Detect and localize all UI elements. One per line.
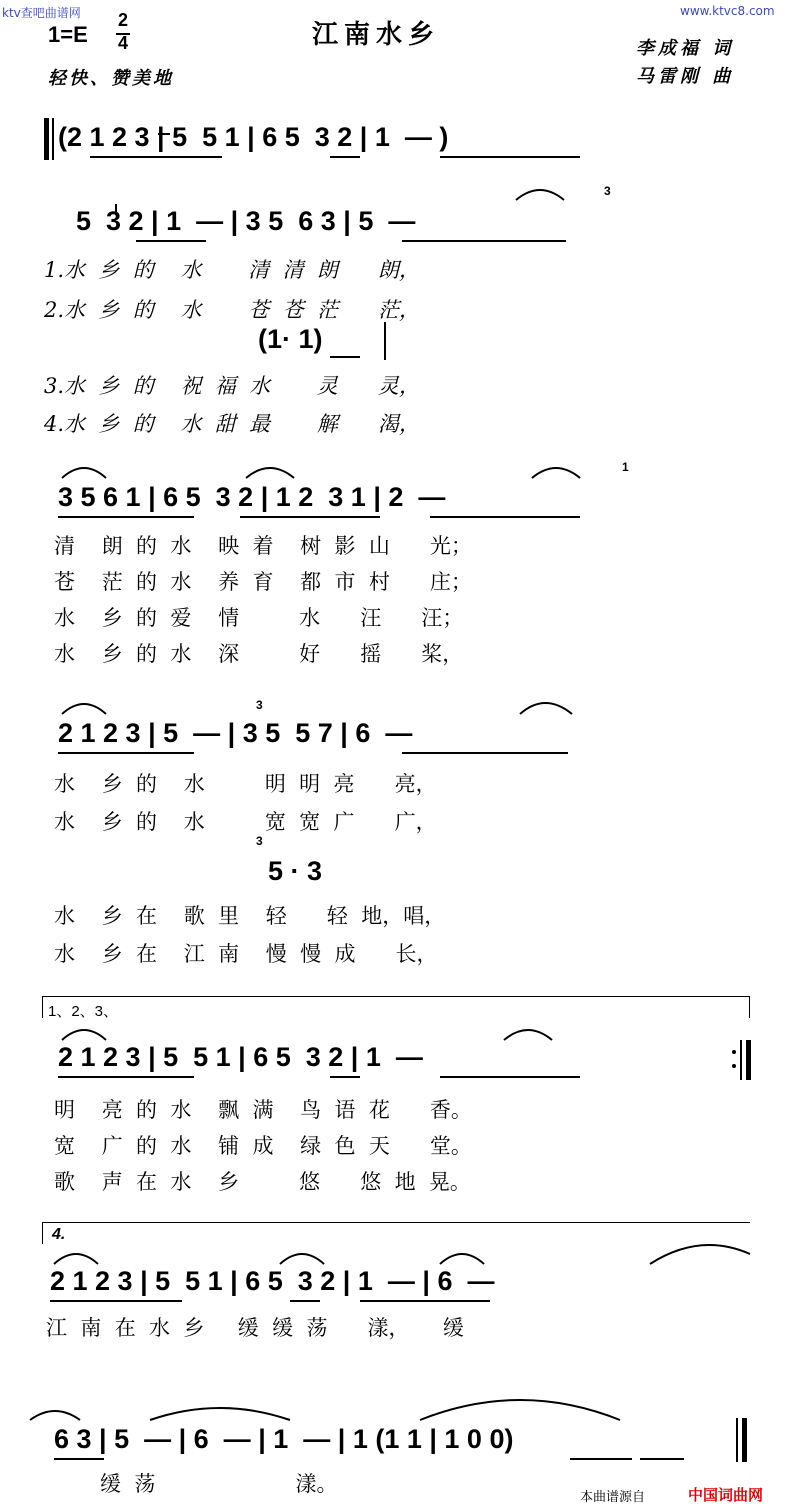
lyric-verse-1a: 1.水 乡 的 水 清 清 朗 朗， bbox=[44, 258, 420, 282]
notation-line-2: 5 3 2 | 1 — | 3 5 6 3 | 5 — bbox=[76, 206, 416, 236]
lyric-coda-1: 江 南 在 水 乡 缓 缓 荡 漾， 缓 bbox=[46, 1316, 464, 1340]
song-title: 江南水乡 bbox=[312, 20, 441, 50]
watermark-bottom-right: 中国词曲网 bbox=[688, 1486, 764, 1504]
lyric-verse-2a: 2.水 乡 的 水 苍 苍 茫 茫， bbox=[44, 298, 420, 322]
time-signature-bottom: 4 bbox=[118, 33, 129, 53]
grace-note-4: 3 bbox=[256, 834, 263, 848]
notation-line-5: 2 1 2 3 | 5 5 1 | 6 5 3 2 | 1 — bbox=[58, 1042, 423, 1072]
lyric-verse-3c: 水 乡 在 歌 里 轻 轻 地，唱， bbox=[54, 904, 446, 928]
watermark-bottom-left: 本曲谱源自 bbox=[580, 1490, 646, 1505]
lyric-verse-3b: 水 乡 的 爱 情 水 汪 汪； bbox=[54, 606, 464, 630]
lyric-verse-1b: 清 朗 的 水 映 着 树 影 山 光； bbox=[54, 534, 472, 558]
time-signature-top: 2 bbox=[118, 10, 129, 30]
alt-notation-paren: (1· 1) bbox=[258, 324, 323, 354]
watermark-top-right: www.ktvc8.com bbox=[680, 4, 775, 18]
lyric-coda-2: 缓 荡 漾。 bbox=[100, 1472, 338, 1496]
notation-line-1: (2 1 2 3 | 5 5 1 | 6 5 3 2 | 1 — ) bbox=[58, 122, 449, 152]
lyric-verse-2b: 苍 茫 的 水 养 育 都 市 村 庄； bbox=[54, 570, 472, 594]
lyric-verse-1c: 水 乡 的 水 明 明 亮 亮， bbox=[54, 772, 437, 796]
lyric-verse-4c: 水 乡 在 江 南 慢 慢 成 长， bbox=[54, 942, 438, 966]
lyric-verse-3a: 3.水 乡 的 祝 福 水 灵 灵， bbox=[44, 374, 420, 398]
lyric-refrain-2: 宽 广 的 水 铺 成 绿 色 天 堂。 bbox=[54, 1134, 472, 1158]
lyric-verse-4b: 水 乡 的 水 深 好 摇 桨， bbox=[54, 642, 464, 666]
lyric-verse-4a: 4.水 乡 的 水 甜 最 解 渴， bbox=[44, 412, 420, 436]
lyric-verse-2c: 水 乡 的 水 宽 宽 广 广， bbox=[54, 810, 437, 834]
notation-line-7: 6 3 | 5 — | 6 — | 1 — | 1 (1 1 | 1 0 0) bbox=[54, 1424, 514, 1454]
watermark-top-left: ktv查吧曲谱网 bbox=[2, 6, 81, 20]
composer: 马雷刚 曲 bbox=[636, 66, 735, 87]
notation-line-3: 3 5 6 1 | 6 5 3 2 | 1 2 3 1 | 2 — bbox=[58, 482, 446, 512]
grace-note-2: 1 bbox=[622, 460, 629, 474]
grace-note-1: 3 bbox=[604, 184, 611, 198]
alt-notation-2: 5 · 3 bbox=[268, 856, 323, 886]
key-signature: 1=E bbox=[48, 22, 88, 47]
lyric-refrain-3: 歌 声 在 水 乡 悠 悠 地 晃。 bbox=[54, 1170, 471, 1194]
lyricist: 李成福 词 bbox=[636, 38, 735, 59]
notation-line-6: 2 1 2 3 | 5 5 1 | 6 5 3 2 | 1 — | 6 — bbox=[50, 1266, 495, 1296]
lyric-refrain-1: 明 亮 的 水 飘 满 鸟 语 花 香。 bbox=[54, 1098, 472, 1122]
tempo-marking: 轻快、赞美地 bbox=[48, 68, 174, 89]
volta-second: 4. bbox=[52, 1226, 66, 1243]
notation-line-4: 2 1 2 3 | 5 — | 3 5 5 7 | 6 — bbox=[58, 718, 413, 748]
volta-first: 1、2、3、 bbox=[48, 1003, 119, 1020]
grace-note-3: 3 bbox=[256, 698, 263, 712]
